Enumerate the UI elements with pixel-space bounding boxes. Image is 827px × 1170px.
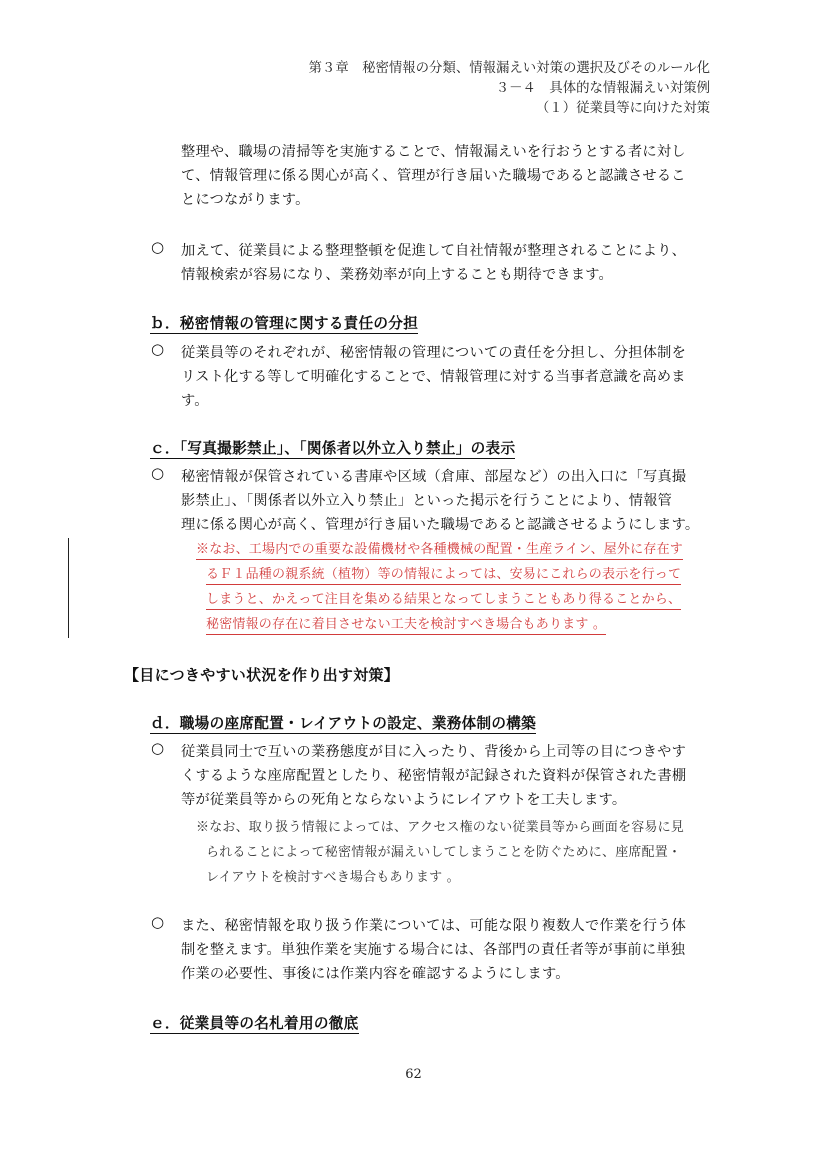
para-d-line-1: 従業員同士で互いの業務態度が目に入ったり、背後から上司等の目につきやす	[181, 744, 687, 760]
page-header	[309, 59, 710, 119]
para-b-line-2: リスト化する等して明確化することで、情報管理に対する当事者意識を高めま	[181, 369, 686, 385]
para-d2-line-1: また、秘密情報を取り扱う作業については、可能な限り複数人で作業を行う体	[181, 918, 687, 934]
header-subsection: （１）従業員等に向けた対策	[535, 101, 710, 116]
note-c-line-2: るＦ１品種の親系統（植物）等の情報によっては、安易にこれらの表示を行って	[206, 566, 681, 585]
para-c-line-3: 理に係る関心が高く、管理が行き届いた職場であると認識させるようにします。	[181, 517, 700, 533]
para-d2-line-3: 作業の必要性、事後には作業内容を確認するようにします。	[181, 966, 570, 982]
bullet-marker: ○	[151, 739, 165, 757]
header-section: ３－４ 具体的な情報漏えい対策例	[495, 81, 710, 96]
revision-change-bar	[68, 538, 69, 638]
bullet-marker: ○	[151, 238, 165, 256]
heading-d: ｄ．職場の座席配置・レイアウトの設定、業務体制の構築	[150, 715, 537, 732]
para-d2-line-2: 制を整えます。単独作業を実施する場合には、各部門の責任者等が事前に単独	[181, 942, 686, 958]
note-d-line-2: られることによって秘密情報が漏えいしてしまうことを防ぐために、座席配置・	[206, 845, 682, 860]
bullet-marker: ○	[151, 913, 165, 931]
bullet-marker: ○	[151, 464, 165, 482]
section-title: 【目につきやすい状況を作り出す対策】	[124, 666, 400, 684]
note-c-line-3: しまうと、かえって注目を集める結果となってしまうこともあり得ることから、	[206, 591, 681, 610]
para-d-line-3: 等が従業員等からの死角とならないようにレイアウトを工夫します。	[181, 792, 627, 808]
para1-line-2: 情報検索が容易になり、業務効率が向上することも期待できます。	[181, 267, 613, 283]
para-c-line-1: 秘密情報が保管されている書庫や区域（倉庫、部屋など）の出入口に「写真撮	[181, 469, 687, 485]
continuation-line-2: て、情報管理に係る関心が高く、管理が行き届いた職場であると認識させるこ	[181, 168, 686, 184]
para-c-line-2: 影禁止」、「関係者以外立入り禁止」といった掲示を行うことにより、情報管	[181, 493, 673, 509]
note-d-line-3: レイアウトを検討すべき場合もあります 。	[206, 870, 460, 885]
para-b-line-3: す。	[181, 393, 209, 409]
note-c-line-4: 秘密情報の存在に着目させない工夫を検討すべき場合もあります 。	[206, 616, 606, 635]
para-d-line-2: くするような座席配置としたり、秘密情報が記録された資料が保管された書棚	[181, 768, 687, 784]
continuation-line-3: とにつながります。	[181, 192, 310, 208]
continuation-line-1: 整理や、職場の清掃等を実施することで、情報漏えいを行おうとする者に対し	[181, 144, 686, 160]
heading-c: ｃ．「写真撮影禁止」、「関係者以外立入り禁止」の表示	[150, 440, 516, 457]
note-d-line-1: ※なお、取り扱う情報によっては、アクセス権のない従業員等から画面を容易に見	[196, 820, 685, 835]
para1-line-1: 加えて、従業員による整理整頓を促進して自社情報が整理されることにより、	[181, 243, 687, 259]
heading-e: ｅ．従業員等の名札着用の徹底	[150, 1015, 359, 1032]
heading-b: ｂ．秘密情報の管理に関する責任の分担	[150, 315, 419, 332]
para-b-line-1: 従業員等のそれぞれが、秘密情報の管理についての責任を分担し、分担体制を	[181, 345, 687, 361]
header-chapter: 第３章 秘密情報の分類、情報漏えい対策の選択及びそのルール化	[308, 61, 710, 76]
bullet-marker: ○	[151, 340, 165, 358]
page-number: 62	[405, 1067, 422, 1082]
note-c-line-1: ※なお、工場内での重要な設備機材や各種機械の配置・生産ライン、屋外に存在す	[196, 541, 683, 560]
